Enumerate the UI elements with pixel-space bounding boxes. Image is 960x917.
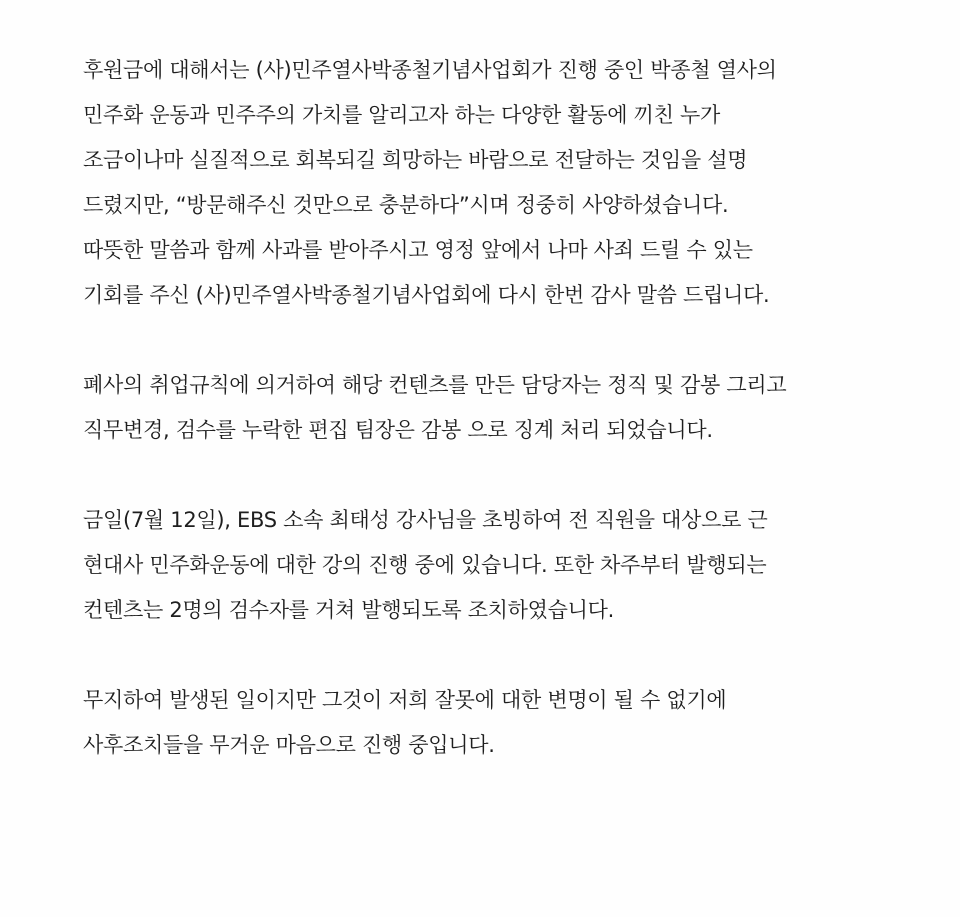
statement-body: [83, 48, 883, 768]
text-line: 금일(7월 12일), EBS 소속 최태성 강사님을 초빙하여 전 직원을 대상으로 근: [83, 508, 768, 532]
text-line: 폐사의 취업규칙에 의거하여 해당 컨텐츠를 만든 담당자는 정직 및 감봉 그리고: [83, 373, 787, 397]
text-line: 드렸지만, “방문해주신 것만으로 충분하다”시며 정중히 사양하셨습니다.: [83, 193, 729, 217]
text-line: 기회를 주신 (사)민주열사박종철기념사업회에 다시 한번 감사 말씀 드립니다.: [83, 283, 770, 307]
text-line: 사후조치들을 무거운 마음으로 진행 중입니다.: [83, 733, 495, 757]
paragraph-donation: [83, 48, 883, 318]
paragraph-training: [83, 498, 883, 633]
paragraph-spacer: [83, 633, 883, 678]
text-line: 후원금에 대해서는 (사)민주열사박종철기념사업회가 진행 중인 박종철 열사의: [83, 58, 777, 82]
text-line: 민주화 운동과 민주주의 가치를 알리고자 하는 다양한 활동에 끼친 누가: [83, 103, 720, 127]
paragraph-closing: [83, 678, 883, 768]
text-line: 컨텐츠는 2명의 검수자를 거쳐 발행되도록 조치하였습니다.: [83, 598, 614, 622]
paragraph-spacer: [83, 453, 883, 498]
text-line: 직무변경, 검수를 누락한 편집 팀장은 감봉 으로 징계 처리 되었습니다.: [83, 418, 713, 442]
text-line: 따뜻한 말씀과 함께 사과를 받아주시고 영정 앞에서 나마 사죄 드릴 수 있는: [83, 238, 753, 262]
paragraph-disciplinary: [83, 363, 883, 453]
text-line: 현대사 민주화운동에 대한 강의 진행 중에 있습니다. 또한 차주부터 발행되는: [83, 553, 767, 577]
text-line: 조금이나마 실질적으로 회복되길 희망하는 바람으로 전달하는 것임을 설명: [83, 148, 748, 172]
text-line: 무지하여 발생된 일이지만 그것이 저희 잘못에 대한 변명이 될 수 없기에: [83, 688, 727, 712]
paragraph-spacer: [83, 318, 883, 363]
